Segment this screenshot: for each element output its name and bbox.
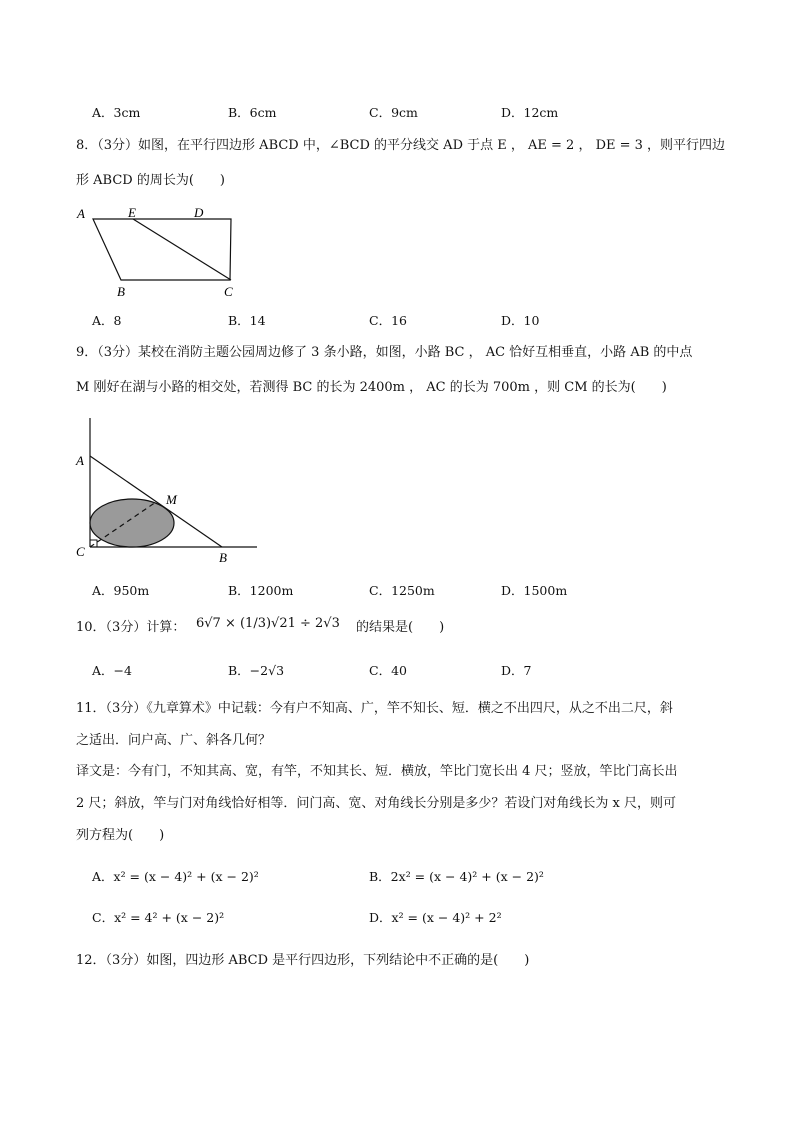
q9-stem-line2: M 刚好在湖与小路的相交处，若测得 BC 的长为 2400m ， AC 的长为 700m ，则 CM 的长为( ): [76, 380, 667, 395]
q11-stem-line1: 11．（3分）《九章算术》中记载：今有户不知高、广，竿不知长、短．横之不出四尺，从之不出二尺，斜: [76, 701, 673, 716]
q9-triangle-lake-figure: [74, 410, 264, 570]
q8-option-c: C．16: [369, 313, 407, 328]
q7-option-d: D．12cm: [501, 105, 559, 120]
q10-option-a: A．−4: [92, 663, 132, 678]
q11-option-a: A．x² = (x − 4)² + (x − 2)²: [92, 869, 259, 884]
q8-parallelogram-figure: [74, 203, 244, 298]
q10-option-d: D．7: [501, 663, 532, 678]
label-b: B: [219, 550, 227, 565]
label-m: M: [166, 492, 177, 507]
q11-stem-line5: 列方程为( ): [76, 828, 165, 843]
q11-option-d: D．x² = (x − 4)² + 2²: [369, 910, 502, 925]
q10-stem-prefix: 10．（3分）计算：: [76, 620, 186, 635]
q7-option-b: B．6cm: [228, 105, 277, 120]
q10-option-b: B．−2√3: [228, 663, 285, 678]
q9-option-b: B．1200m: [228, 583, 294, 598]
label-a: A: [76, 453, 84, 468]
q10-stem-suffix: 的结果是( ): [356, 620, 445, 635]
q8-stem-line2: 形 ABCD 的周长为( ): [76, 173, 225, 188]
q8-option-d: D．10: [501, 313, 540, 328]
q10-expression: 6√7 × (1/3)√21 ÷ 2√3: [196, 616, 340, 631]
q9-option-c: C．1250m: [369, 583, 435, 598]
q11-stem-line2: 之适出．问户高、广、斜各几何？: [76, 733, 272, 748]
q9-option-d: D．1500m: [501, 583, 568, 598]
q9-stem-line1: 9．（3分）某校在消防主题公园周边修了 3 条小路，如图，小路 BC ， AC 恰好互相垂直，小路 AB 的中点: [76, 345, 693, 360]
label-e: E: [128, 205, 136, 220]
label-a: A: [77, 206, 85, 221]
segment-ec: [133, 219, 231, 280]
label-c: C: [76, 544, 85, 559]
q11-option-c: C．x² = 4² + (x − 2)²: [92, 910, 225, 925]
q11-stem-line4: 2 尺；斜放，竿与门对角线恰好相等．问门高、宽、对角线长分别是多少？若设门对角线长为 x 尺，则可: [76, 796, 677, 811]
q8-option-b: B．14: [228, 313, 266, 328]
q7-option-a: A．3cm: [92, 105, 141, 120]
q11-option-b: B．2x² = (x − 4)² + (x − 2)²: [369, 869, 544, 884]
q9-option-a: A．950m: [92, 583, 150, 598]
q7-option-c: C．9cm: [369, 105, 418, 120]
q11-stem-line3: 译文是：今有门，不知其高、宽，有竿，不知其长、短．横放，竿比门宽长出 4 尺；竖放，竿比门高长出: [76, 764, 678, 779]
label-b: B: [117, 284, 125, 298]
q8-option-a: A．8: [92, 313, 122, 328]
q8-stem-line1: 8．（3分）如图，在平行四边形 ABCD 中，∠BCD 的平分线交 AD 于点 E ， AE = 2 ， DE = 3 ，则平行四边: [76, 138, 726, 153]
parallelogram-abcd: [93, 219, 231, 280]
lake-ellipse: [90, 499, 174, 547]
q10-option-c: C．40: [369, 663, 407, 678]
label-d: D: [194, 205, 204, 220]
label-c: C: [224, 284, 233, 298]
q12-stem-line1: 12．（3分）如图，四边形 ABCD 是平行四边形，下列结论中不正确的是( ): [76, 953, 530, 968]
